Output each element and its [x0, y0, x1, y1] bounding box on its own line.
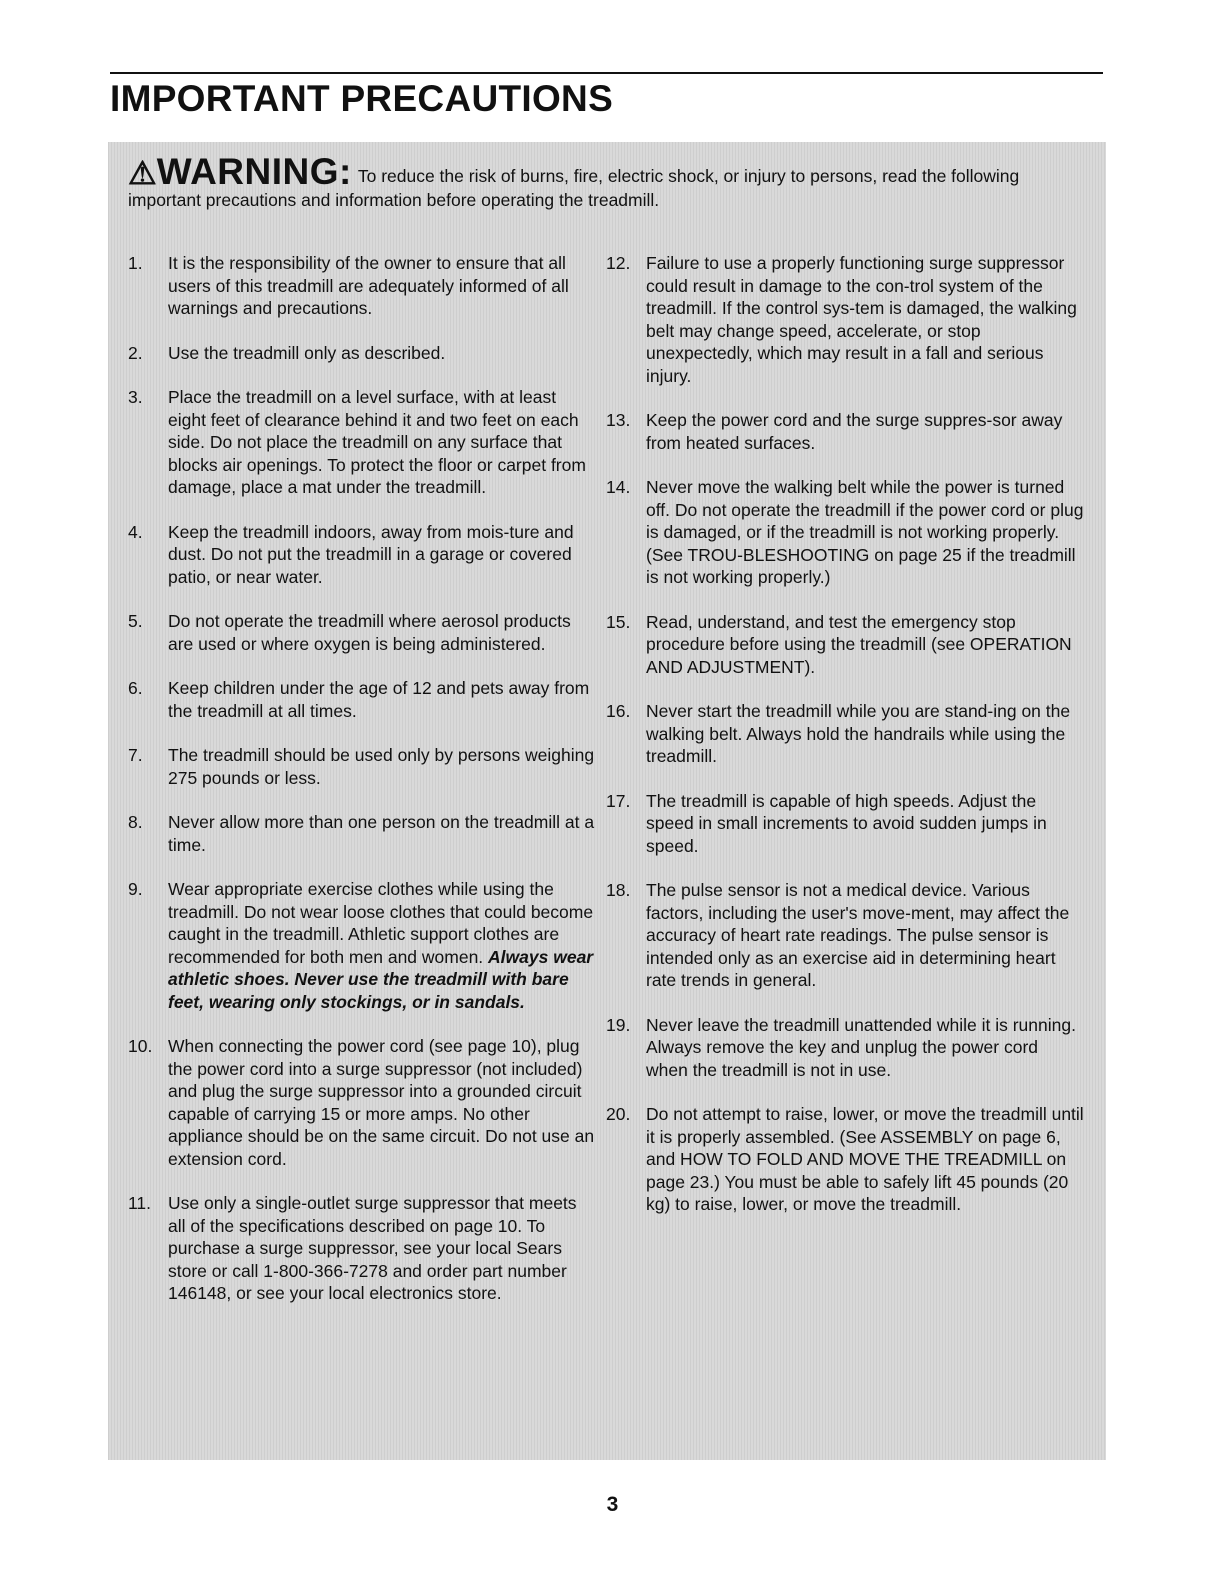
warning-intro-text: To reduce the risk of burns, fire, electric shock, or injury to persons, read the following important precautions and information before operating the treadmill. — [128, 166, 1020, 210]
warning-triangle-icon: ⚠ — [128, 155, 157, 191]
precaution-text: Failure to use a properly functioning surge suppressor could result in damage to the con-trol system of the treadmill. If the control sys-tem is damaged, the walking belt may change speed, accelerate, or stop unexpectedly, which may result in a fall and serious injury. — [646, 253, 1077, 386]
page-number: 3 — [606, 1493, 619, 1516]
precaution-text: Never start the treadmill while you are stand-ing on the walking belt. Always hold the handrails while using the treadmill. — [646, 701, 1071, 766]
precaution-text: Never leave the treadmill unattended while it is running. Always remove the key and unplug the power cord when the treadmill is not in use. — [646, 1014, 1076, 1080]
precaution-text: Do not operate the treadmill where aerosol products are used or where oxygen is being administered. — [168, 611, 571, 654]
precaution-text: Use only a single-outlet surge suppressor that meets all of the specifications described on page 10. To purchase a surge suppressor, see your local Sears store or call 1-800-366-7278 and order part number 146148, or see your local electronics store. — [168, 1193, 577, 1303]
precaution-number: 10. — [128, 1036, 153, 1056]
precaution-text: Never move the walking belt while the power is turned off. Do not operate the treadmill if the power cord or plug is damaged, or if the treadmill is not working properly. (See TROU-BLESHOOTING on page 25 if the treadmill is not working properly.) — [646, 477, 1084, 587]
precautions-left-column — [128, 252, 598, 1327]
precautions-right-column — [606, 252, 1084, 1238]
precaution-text: Read, understand, and test the emergency stop procedure before using the treadmill (see OPERATION AND ADJUSTMENT). — [646, 611, 1072, 677]
precaution-item — [128, 521, 598, 589]
precaution-number: 7. — [128, 745, 143, 765]
precaution-item — [128, 386, 598, 499]
precaution-number: 9. — [128, 879, 143, 899]
precaution-item — [128, 878, 598, 1013]
page-title: IMPORTANT PRECAUTIONS — [110, 78, 614, 119]
precaution-text: Use the treadmill only as described. — [168, 342, 446, 363]
precaution-text: Place the treadmill on a level surface, with at least eight feet of clearance behind it and two feet on each side. Do not place the treadmill on any surface that blocks air openings. To protect the floor or carpet from damage, place a mat under the treadmill. — [168, 387, 586, 497]
precaution-number: 19. — [606, 1014, 631, 1035]
precaution-number: 6. — [128, 678, 143, 698]
precaution-number: 12. — [606, 253, 631, 273]
precaution-number: 15. — [606, 611, 631, 632]
precaution-number: 2. — [128, 342, 143, 363]
precaution-item — [128, 1035, 598, 1170]
precaution-number: 1. — [128, 253, 143, 273]
precaution-text: Keep the power cord and the surge suppres-sor away from heated surfaces. — [646, 410, 1063, 453]
warning-header — [128, 151, 1088, 212]
precaution-number: 8. — [128, 812, 143, 832]
precaution-text: The treadmill is capable of high speeds. Adjust the speed in small increments to avoid sudden jumps in speed. — [646, 790, 1047, 856]
precaution-number: 20. — [606, 1104, 631, 1124]
precaution-number: 11. — [128, 1193, 152, 1213]
precaution-number: 18. — [606, 880, 631, 900]
precaution-number: 3. — [128, 387, 143, 407]
precaution-item — [128, 342, 598, 365]
precaution-item — [606, 790, 1084, 858]
title-rule — [110, 72, 1103, 74]
precaution-item — [128, 744, 598, 789]
precaution-item — [128, 677, 598, 722]
precaution-text: The pulse sensor is not a medical device. Various factors, including the user's move-ment, may affect the accuracy of heart rate readings. The pulse sensor is intended only as an exercise aid in determining heart rate trends in general. — [646, 880, 1070, 990]
precaution-item — [606, 1014, 1084, 1082]
precaution-item — [606, 879, 1084, 992]
precaution-text: When connecting the power cord (see page 10), plug the power cord into a surge suppressor (not included) and plug the surge suppressor into a grounded circuit capable of carrying 15 or more amps. No other appliance should be on the same circuit. Do not use an extension cord. — [168, 1036, 595, 1169]
precaution-number: 14. — [606, 477, 631, 497]
precaution-text: Do not attempt to raise, lower, or move the treadmill until it is properly assembled. (See ASSEMBLY on page 6, and HOW TO FOLD AND MOVE THE TREADMILL on page 23.) You must be able to safely lift 45 pounds (20 kg) to raise, lower, or move the treadmill. — [646, 1104, 1084, 1214]
precaution-item — [128, 811, 598, 856]
precaution-number: 17. — [606, 790, 631, 811]
precaution-text: Keep children under the age of 12 and pets away from the treadmill at all times. — [168, 678, 590, 721]
precaution-number: 16. — [606, 701, 631, 721]
precaution-number: 13. — [606, 410, 631, 430]
precaution-item — [606, 476, 1084, 589]
precaution-text: Wear appropriate exercise clothes while using the treadmill. Do not wear loose clothes that could become caught in the treadmill. Athletic support clothes are recommended for both men and women. — [168, 879, 594, 967]
precaution-item — [606, 409, 1084, 454]
warning-box — [108, 142, 1106, 1460]
precaution-item — [128, 1192, 598, 1305]
precaution-item — [606, 252, 1084, 387]
precaution-text: Never allow more than one person on the treadmill at a time. — [168, 812, 595, 855]
precaution-text: The treadmill should be used only by persons weighing 275 pounds or less. — [168, 745, 595, 788]
precaution-item — [128, 252, 598, 320]
precaution-number: 4. — [128, 521, 143, 542]
warning-label: WARNING: — [156, 151, 352, 192]
precaution-number: 5. — [128, 611, 143, 631]
precaution-item — [606, 700, 1084, 768]
precaution-emphasis: Always wear athletic shoes. Never use the treadmill with bare feet, wearing only stockings, or in sandals. — [168, 946, 594, 1012]
precaution-text: Keep the treadmill indoors, away from mois-ture and dust. Do not put the treadmill in a garage or covered patio, or near water. — [168, 521, 574, 587]
precaution-text: It is the responsibility of the owner to ensure that all users of this treadmill are adequately informed of all warnings and precautions. — [168, 253, 569, 318]
precaution-item — [606, 611, 1084, 679]
precaution-item — [128, 610, 598, 655]
precaution-item — [606, 1103, 1084, 1216]
